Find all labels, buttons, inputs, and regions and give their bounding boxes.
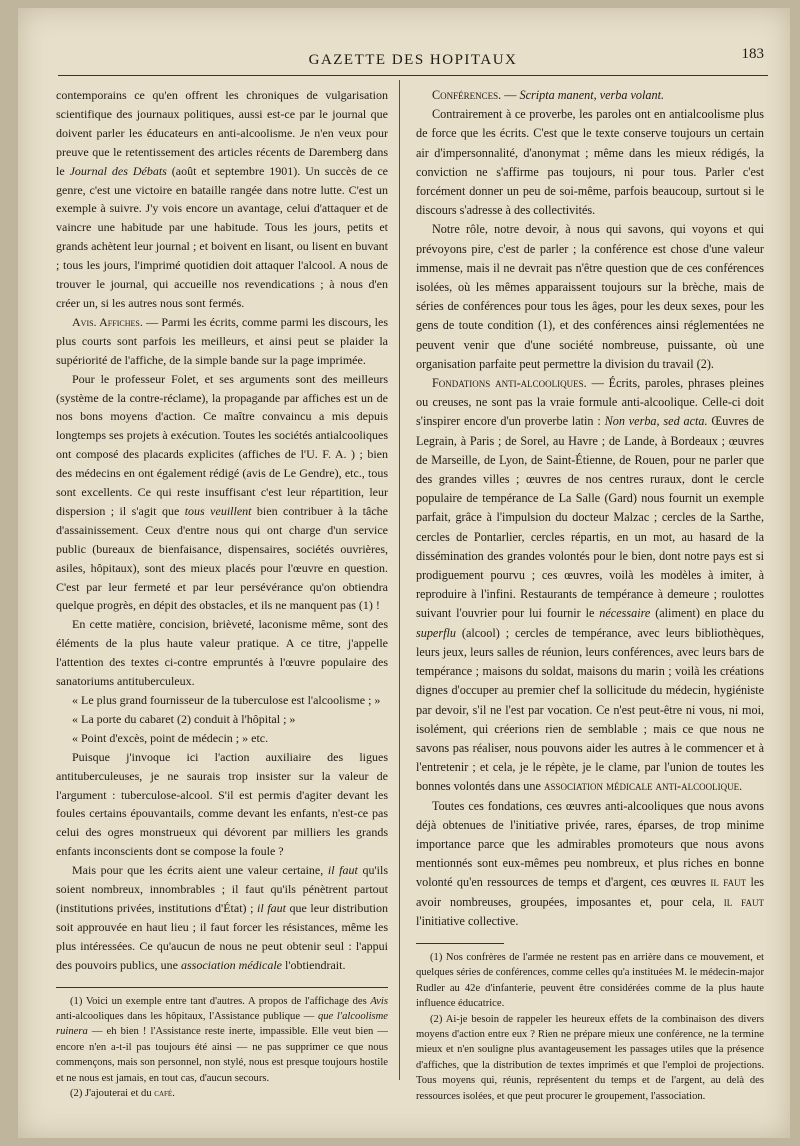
footnote-rule <box>56 987 388 988</box>
newspaper-page <box>18 8 790 1138</box>
paragraph-writings-value: Mais pour que les écrits aient une valeur certaine, il faut qu'ils soient nombreux, innombrables ; il faut qu'ils pénètrent partout (institutions privées, institutions d'État) ; il faut que leur distribution soit approuvée en haut lieu ; il faut forcer les résistances, même les plus intéressées. Ce qu'aucun de nous ne peut obtenir seul : l'appui des pouvoirs publics, une association médicale l'obtiendrait. <box>56 863 388 972</box>
section-heading-avis: Avis. Affiches. <box>72 314 143 329</box>
paragraph-foundations: Fondations anti-alcooliques. — Écrits, paroles, phrases pleines ou creuses, ne sont pas la vraie formule anti-alcoolique. Celle-ci doit s'inspirer encore d'un proverbe latin : Non verba, sed acta. Œuvres de Legrain, à Paris ; de Sorel, au Havre ; de Lande, à Bordeaux ; œuvres de Marseille, de Lyon, de Saint-Étienne, de Rouen, pour ne parler que des grandes villes ; œuvres de nos centres ruraux, dont le cercle populaire de tempérance de La Salle (Gard) nous fournit un exemple parfait, grâce à l'impulsion du docteur Malzac ; cercles de la Sarthe, cercles de Pontarlier, cercles répartis, en un mot, au hasard de la dissémination des grandes volontés pour le bien, dont notre pays est si prodiguement pourvu ; ces œuvres, voilà les modèles à imiter, à reproduire à l'infini. Restaurants de tempérance à demeure ; roulottes suivant l'ouvrier pour lui fournir le nécessaire (aliment) en place du superflu (alcool) ; cercles de tempérance, avec leurs bibliothèques, leurs jeux, leurs salles de réunion, leurs conférences, avec leurs bars de tempérance ; maisons du soldat, maisons du marin ; voilà les créations dignes d'occuper au premier chef la sollicitude du médecin, hygiéniste par devoir, s'il ne l'est par vocation. Ce n'est peut-être ni vous, ni moi, isolément, qui créerions rien de semblable ; mais ce que nous ne savons pas réaliser, nous pouvons aider les autres à le commencer et à l'entretenir ; et cela, je le répète, je le clame, par l'union de toutes les bonnes volontés dans une association médicale anti-alcoolique. <box>416 376 765 794</box>
footnote-2: (2) J'ajouterai et du café. <box>70 1088 175 1100</box>
footnote-rule <box>416 943 504 944</box>
page-number: 183 <box>741 46 764 62</box>
footnote-2: (2) Ai-je besoin de rappeler les heureux effets de la combinaison des divers moyens d'action entre eux ? Rien ne prépare mieux une conférence, ne la termine mieux et n'en souligne plus avantageusement les passages utiles que la présence d'affiches, que la distribution de textes imprimés et que l'emploi de projections. Tous moyens qui, réunis, représentent du temps et de l'argent, au delà des ressources isolées, et que peut procurer le groupement, l'association. <box>416 1013 764 1102</box>
left-footnotes <box>56 994 388 1102</box>
quote-tuberculosis: « Le plus grand fournisseur de la tuberculose est l'alcoolisme ; » <box>72 693 381 707</box>
quote-cabaret: « La porte du cabaret (2) conduit à l'hôpital ; » <box>72 711 296 726</box>
section-heading-conferences: Conférences. <box>432 88 502 102</box>
paragraph-proverb: Contrairement à ce proverbe, les paroles ont en antialcoolisme plus de force que les écrits. C'est que le texte conserve toujours un certain air d'impersonnalité, d'anonymat ; même dans les mieux rédigés, la conviction ne s'affirme pas toujours, ni pour tous. Parler c'est forcément donner un peu de soi-même, parfois beaucoup, surtout si le discours s'adresse à des collectivités. <box>416 107 764 218</box>
paragraph-concision: En cette matière, concision, brièveté, laconisme même, sont des éléments de la plus haute valeur pratique. A ce titre, j'appelle l'attention des textes ci-contre empruntés à l'œuvre populaire des sanatoriums antituberculeux. <box>56 617 388 689</box>
header-rule <box>58 75 768 76</box>
paragraph-our-role: Notre rôle, notre devoir, à nous qui savons, qui voyons et qui prévoyons pire, c'est de parler ; la conférence est chose d'une valeur immense, mais il ne devrait pas n'être question que de ces conférences isolées, où les mêmes apparaissent toujours sur la brèche, mais de séries de conférences pour tous les âges, pour les deux sexes, pour les gens de toute condition (1), et des conférences ainsi réglementées ne peuvent venir que d'une société nombreuse, puissante, où une organisation parfaite peut permettre la division du travail (2). <box>416 222 764 371</box>
paragraph-folet: Pour le professeur Folet, et ses arguments sont des meilleurs (système de la contre-réclame), la propagande par affiches est un de nos bons moyens d'action. Ce maître convaincu a mis depuis longtemps ses projets à exécution. Toutes les sociétés antialcooliques ont composé des placards explicites (affiches de l'U. F. A. ) ; bien des médecins en ont également rédigé (avis de Le Gendre), etc., tous sont excellents. Ce qui reste insuffisant c'est leur répartition, leur dispersion ; il s'agit que tous veuillent bien contribuer à la tâche d'assainissement. Ceux d'entre nous qui ont charge d'un service public (bureaux de bienfaisance, dispensaires, sociétés ouvrières, asiles, hôpitaux), sont des mieux placés pour l'œuvre en question. C'est par leur fermeté et par leur persévérance qu'on obtiendra quelque progrès, en dépit des obstacles, et ils ne manquent pas (1) ! <box>56 371 388 613</box>
footnote-1: (1) Voici un exemple entre tant d'autres. A propos de l'affichage des Avis anti-alcooliques dans les hôpitaux, l'Assistance publique — que l'alcoolisme ruinera — eh bien ! l'Assistance reste inerte, impassible. Elle veut bien — encore n'en a-t-il pas toujours été ainsi — ne pas supprimer ce que nous commençons, mais son personnel, non stylé, nous est presque toujours hostile et ne nous est jamais, en tout cas, d'aucun secours. <box>56 995 388 1084</box>
left-column <box>56 86 388 1101</box>
journal-title: GAZETTE DES HOPITAUX <box>308 52 518 68</box>
section-heading-foundations: Fondations anti-alcooliques. <box>432 376 587 391</box>
paragraph-collective: Toutes ces fondations, ces œuvres anti-alcooliques que nous avons déjà obtenues de l'initiative privée, rares, éparses, de trop minime importance parce que les admirables promoteurs que nous avons mentionnés sont eux-mêmes peu nombreux, et plus riches en bonne volonté qu'en ressources de temps et d'argent, ces œuvres il faut les avoir nombreuses, groupées, imposantes et, pour cela, il faut l'initiative collective. <box>416 798 764 928</box>
paragraph-posters: Avis. Affiches. — Parmi les écrits, comme parmi les discours, les plus courts sont parfois les meilleurs, et ainsi peut se plaider la supériorité de l'affiche, de la simple bande sur la page imprimée. <box>56 314 388 367</box>
right-column <box>416 86 764 1104</box>
paragraph-newspapers: contemporains ce qu'en offrent les chroniques de vulgarisation scientifique des journaux politiques, aussi est-ce par le journal que doivent parler les éducateurs en anti-alcoolisme. Je n'en veux pour preuve que le retentissement des articles récents de Daremberg dans le Journal des Débats (août et septembre 1901). Un succès de ce genre, c'est une victoire en bataille rangée dans notre lutte. C'est un exemple à suivre. J'y vois encore un avantage, celui d'attaquer et de vaincre une habitude par une habitude. Tous les jours, petits et grands achètent leur journal ; et boivent en lisant, ou lisent en buvant ; tous les jours, l'imprimé quotidien doit attaquer l'alcool. A nous de trouver le journal, qui accueille nos revendications ; à nous d'en créer un, si les autres nous sont fermés. <box>56 88 388 310</box>
paragraph-tuberculosis-alcohol: Puisque j'invoque ici l'action auxiliaire des ligues antituberculeuses, je ne saurais trop insister sur la valeur de l'argument : tuberculose-alcool. S'il est permis d'agiter devant les foules certains épouvantails, comme devant les enfants, n'est-ce pas celui des ogres monstrueux qui dévorent par milliers les grands enfants inconscients dont se compose la foule ? <box>56 749 388 859</box>
page-header <box>58 46 768 72</box>
quote-excess: « Point d'excès, point de médecin ; » etc. <box>72 730 269 745</box>
paragraph-conferences-heading: Conférences. — Scripta manent, verba volant. <box>432 88 664 102</box>
right-footnotes <box>416 950 764 1104</box>
column-divider <box>399 80 400 1080</box>
footnote-1: (1) Nos confrères de l'armée ne restent pas en arrière dans ce mouvement, et quelques séries de conférences, comme celles qu'a instituées M. le médecin-major Rudler au 42e d'infanterie, peuvent être considérées comme de la plus haute influence éducatrice. <box>416 951 764 1010</box>
